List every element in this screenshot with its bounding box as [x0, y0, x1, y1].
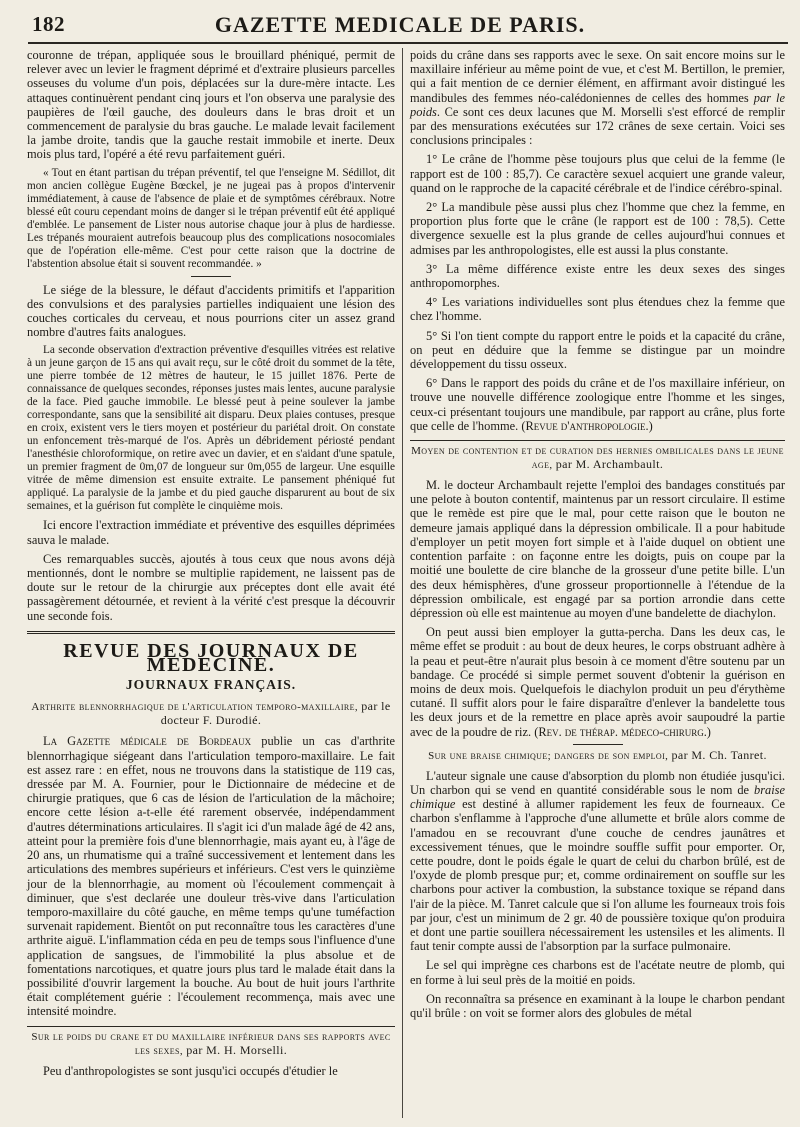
article-title-text: Moyen de contention et de curation des hernies ombilicales dans le jeune age,: [411, 445, 784, 472]
source-ref: (Revue d'anthropologie.): [521, 418, 653, 433]
text-span: est destiné à allumer rapidement les feux de fourneaux. Ce charbon s'enflamme à l'approche d'une allumette et brûle alors comme de l'amadou en se recouvrant d'une couche de cendres jaunâtres et excessivement ténues, que le moindre souffle suffit pour emporter. Or, cette poudre, dont le poids égale le quart de celui du charbon brûlé, est de l'oxyde de plomb presque pur; et, comme ordinairement on souffle sur les charbons pour activer la combustion, la substance toxique se répand dans l'air de la pièce. M. Tanret calcule que si l'on allume les fourneaux trois fois par jour, c'est un minimum de 2 gr. 40 de poussière toxique qu'on produira et dont une partie souillera nécessairement les ustensiles et les aliments. Il faut tenir compte aussi de l'absorption par la surface pulmonaire.: [410, 797, 785, 954]
journal-title: GAZETTE MEDICALE DE PARIS.: [214, 12, 586, 37]
second-observation: La seconde observation d'extraction préventive d'esquilles vitrées est relative à un jeune garçon de 15 ans qui avait reçu, sur le côté droit du sommet de la tête, une pierre tombée de 12 mètres de hauteur, le 15 juillet 1876. Perte de connaissance de quelques secondes, réponses justes mais lentes, aucune paralysie de la face. Pied gauche immobile. Le blessé peut à peine soulever la jambe correspondante, sans que la sensibilité ait disparu. Deux plaies contuses, presque en croix, existent vers le tiers moyen et postérieur du pariétal droit. On constate un enfoncement très-marqué de l'os. Après un débridement périosté pendant l'anesthésie chloroformique, on retire avec un davier, et en s'aidant d'une spatule, un premier fragment de 0m,07 de longueur sur 0m,055 de largeur. Une esquille vitrée de même dimension est ensuite extraite. Le pansement phéniqué fut appliqué. La paralysie de la jambe et du pied gauche disparurent au bout de six semaines, et la guérison fut complète le cinquième mois.: [27, 344, 395, 513]
braise-paragraph-3: On reconnaîtra sa présence en examinant à la loupe le charbon pendant qu'il brûle : on voit se former alors des globules de métal: [410, 991, 785, 1020]
braise-paragraph-2: Le sel qui imprègne ces charbons est de l'acétate neutre de plomb, qui en forme à lui seul près de la moitié en poids.: [410, 958, 785, 987]
short-divider: [573, 744, 623, 745]
text-span: poids du crâne dans ses rapports avec le sexe. On sait encore moins sur le maxillaire inférieur au même point de vue, et c'est M. Bertillon, le premier, qui a fait mention de ce dernier élément, en affirmant avoir distingué les mandibules des femmes néo-calédoniennes de celles des hommes: [410, 48, 785, 105]
conclusion-5: 5° Si l'on tient compte du rapport entre le poids et la capacité du crâne, on peut en déduire que la femme se distingue par un moindre développement du tissu osseux.: [410, 328, 785, 372]
section-title: REVUE DES JOURNAUX DE MEDECINE.: [63, 639, 359, 677]
right-column: [410, 48, 785, 1025]
article-body-poids-crane-start: Peu d'anthropologistes se sont jusqu'ici occupés d'étudier le: [43, 1063, 338, 1078]
article-title-hernies: [410, 445, 785, 472]
hernies-paragraph-1: M. le docteur Archambault rejette l'emploi des bandages constitués par une pelote à bouton contentif, maintenus par un ressort circulaire. Il estime que le remède est pire que le mal, pour cette raison que le bouton ne demeure jamais appliqué dans la dépression ombilicale. Il a pour habitude d'employer un petit moyen fort simple et à l'aide duquel on obtient une contention parfaite : on façonne entre les doigts, puis on coupe par la moitié une boulette de cire blanche de la grosseur d'une petite bille. L'un des deux hémisphères, d'une grosseur proportionnelle à l'étendue de la dépression ombilicale, est engagé par sa portion arrondie dans cette dépression où elle est maintenue au moyen d'une bandelette de diachylon.: [410, 478, 785, 620]
hernies-paragraph-2: [410, 625, 785, 739]
text-span: L'auteur signale une cause d'absorption du plomb non étudiée jusqu'ici. Un charbon qui se vend en quantité considérable sous le nom de: [410, 768, 785, 797]
article-body-text: publie un cas d'arthrite blennorrhagique siégeant dans l'articulation temporo-maxillaire. Le fait est assez rare : en effet, nous ne trouvons dans la statistique de 119 cas, dressée par M. A. Fournier, pour le Dictionnaire de médecine et de chirurgie pratiques, que 6 cas de lésion de l'articulation de la mâchoire; encore cette lésion a-t-elle été rarement observée, indépendamment d'autres déterminations articulaires. Il s'agit ici d'un malade âgé de 42 ans, atteint pour la première fois d'une blennorrhagie, mais ayant eu, à l'âge de 20 ans, un rhumatisme qui a traîné successivement et lentement dans les articulations des membres supérieurs et inférieurs. C'est vers le quinzième jour de la blennorrhagie, au moment où l'écoulement commençait à diminuer, que s'est declarée une douleur très-vive dans l'articulation temporo-maxillaire du côté gauche, en même temps qu'une tuméfaction survenait rapidement. Bientôt on put reconnaître tous les caractères d'une arthrite aiguë. L'inflammation céda en peu de temps sous l'influence d'une application de sangsues, de l'immobilité la plus absolue et de fomentations narcotiques, et quatre jours plus tard le malade était dans la possibilité d'ouvrir largement la bouche. Au bout de huit jours l'arthrite était complétement guérie : l'écoulement recommença, mais avec une intensité moindre.: [27, 734, 395, 1019]
short-divider: [191, 276, 231, 277]
case-text-continued: couronne de trépan, appliquée sous le brouillard phéniqué, permit de relever avec un levier le fragment déprimé et d'extraire plusieurs parcelles osseuses du volume d'un pois, déplacées sur la dure-mère intacte. Les attaques continuèrent pendant cinq jours et l'on observa une paralysie des paupières de l'œil gauche, des douleurs dans le bras droit et un commencement de paralysie du bras gauche. Le malade levait facilement la jambe droite, tandis que la gauche restait immobile et inerte. Deux mois plus tard, l'opéré a été revu parfaitement guéri.: [27, 48, 395, 162]
text-span: On peut aussi bien employer la gutta-percha. Dans les deux cas, le même effet se produit : au bout de deux heures, le corps obstruant adhère à la peau et peut-être n'aurait plus besoin à ce moment d'être soutenu par un bandage. Ce procédé si simple permet souvent d'obtenir la guérison en moins de deux mois. Quelquefois le diachylon produit un peu d'érythème cutané. Il suffit alors pour le faire disparaître d'enlever la bandelette tous les deux jours et de la remettre en place après avoir saupoudré la partie avec de la poudre de riz.: [410, 625, 785, 739]
header-rule: [28, 42, 788, 44]
braise-paragraph-1: [410, 769, 785, 954]
text-span: . Ce sont ces deux lacunes que M. Morselli s'est efforcé de remplir par des mensurations exécutées sur 172 crânes de sexe certain. Voici ses conclusions principales :: [410, 104, 785, 148]
section-divider: [27, 631, 395, 634]
article-title-arthrite: [27, 700, 395, 728]
article-divider: [410, 440, 785, 441]
left-column: [27, 48, 395, 1083]
text-span: 6° Dans le rapport des poids du crâne et de l'os maxillaire inférieur, on trouve une nouvelle différence zoologique entre l'homme et les singes, ceux-ci présentant toujours une mandibule, par rapport au crâne, plus forte que celle de l'homme.: [410, 376, 785, 433]
article-author: par M. Archambault.: [555, 457, 664, 472]
italic-span: par le poids: [410, 90, 785, 119]
conclusion-2: 2° La mandibule pèse aussi plus chez l'homme que chez la femme, en proportion plus forte que le crâne (le rapport est de 100 : 78,5). Cette divergence sexuelle est la plus grande de celles aujourd'hui connues et admises par les anthropologistes, elle est aussi la plus constante.: [410, 200, 785, 257]
running-head: [0, 0, 800, 44]
conclusion-4: 4° Les variations individuelles sont plus étendues chez la femme que chez l'homme.: [410, 295, 785, 324]
article-author: par M. Ch. Tanret.: [671, 747, 767, 762]
paragraph-siege-blessure: Le siége de la blessure, le défaut d'accidents primitifs et l'apparition des convulsions et des paralysies partielles indiquaient une lésion des couches corticales du cerveau, et nous pourrions citer un assez grand nombre d'autres faits analogues.: [27, 282, 395, 340]
paragraph-extraction: Ici encore l'extraction immédiate et préventive des esquilles déprimées sauva le malade.: [27, 518, 395, 547]
source-name: La Gazette médicale de Bordeaux: [43, 734, 252, 749]
paragraph-conclusion: Ces remarquables succès, ajoutés à tous ceux que nous avons déjà mentionnés, dont le nombre se multiplie rapidement, ne laissent pas de doute sur le retour de la chirurgie aux préceptes dont elle avait été passagèrement détournée, et revient à la vérité c'est presque la découvrir une seconde fois.: [27, 551, 395, 623]
italic-span: braise chimique: [410, 782, 785, 812]
conclusion-1: 1° Le crâne de l'homme pèse toujours plus que celui de la femme (le rapport est de 100 : 85,7). Ce caractère sexuel acquiert une grande valeur, quand on le rapproche de la capacité cérébrale et de l'indice cérébro-spinal.: [410, 152, 785, 195]
article-divider: [27, 1026, 395, 1027]
article-author: par M. H. Morselli.: [186, 1042, 288, 1057]
article-title-poids-crane: [27, 1031, 395, 1058]
page-number: 182: [32, 12, 65, 36]
column-divider: [402, 48, 403, 1118]
poids-crane-continued: [410, 48, 785, 147]
boeckel-quote: « Tout en étant partisan du trépan préventif, tel que l'enseigne M. Sédillot, dit mon ancien collègue Eugène Bœckel, je ne jugeai pas à propos d'intervenir immédiatement, à cause de l'absence de plaie et de symptômes cérébraux. Notre blessé eût couru cependant moins de danger si le trépan préventif eût été appliqué d'emblée. Le pansement de Lister nous autorise chaque jour à plus de hardiesse. Les trépanés mouraient autrefois beaucoup plus des complications nosocomiales que de l'opération elle-même. C'est pour cette raison que la doctrine de l'abstention absolue était si souvent recommandée. »: [27, 166, 395, 270]
article-title-text: Sur le poids du crane et du maxillaire inférieur dans ses rapports avec les sexes,: [31, 1030, 391, 1057]
conclusion-3: 3° La même différence existe entre les deux sexes des singes anthropomorphes.: [410, 261, 785, 291]
article-title-text: Arthrite blennorrhagique de l'articulation temporo-maxillaire,: [31, 701, 359, 714]
source-ref: (Rev. de thérap. médeco-chirurg.): [534, 724, 711, 739]
article-title-text: Sur une braise chimique; dangers de son emploi,: [428, 749, 669, 762]
article-body-arthrite: [27, 734, 395, 1018]
article-author: par le docteur F. Durodié.: [160, 699, 391, 728]
subsection-title: JOURNAUX FRANÇAIS.: [125, 677, 297, 693]
article-title-braise: [410, 749, 785, 763]
conclusion-6: [410, 376, 785, 433]
